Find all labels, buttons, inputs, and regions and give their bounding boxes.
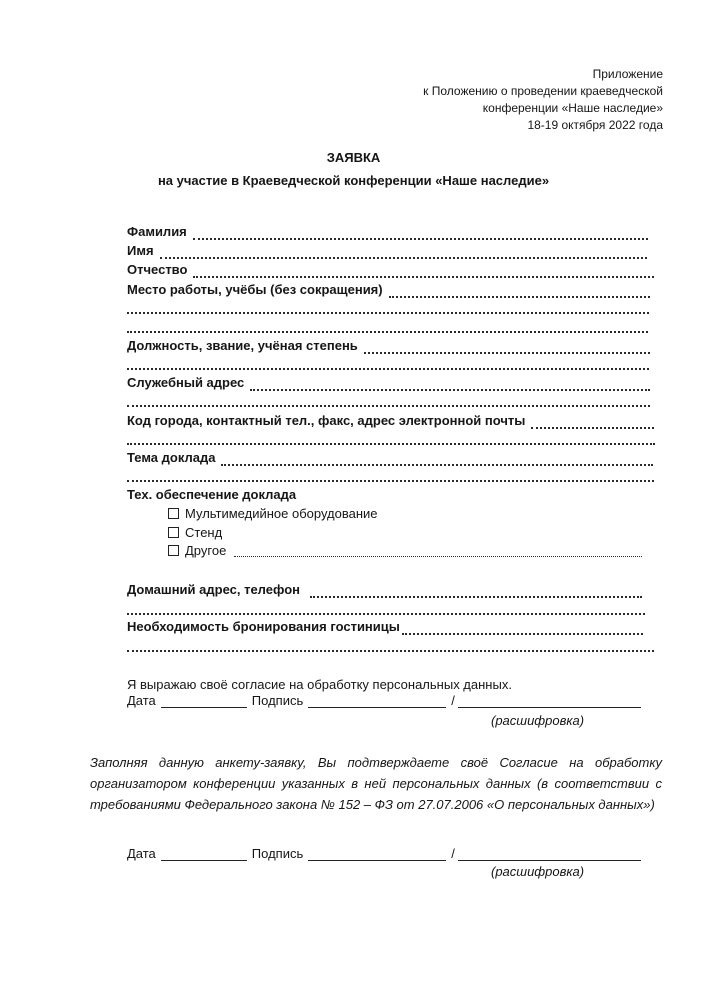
date-field[interactable] [161, 848, 247, 861]
tech-label: Тех. обеспечение доклада [127, 487, 297, 502]
tech-option-other[interactable] [168, 543, 642, 558]
name-row[interactable] [127, 243, 647, 261]
decode-caption: (расшифровка) [491, 864, 585, 879]
office-address-fill-line[interactable] [250, 377, 650, 391]
home-address-extra-line[interactable] [127, 601, 645, 615]
position-row[interactable] [127, 338, 650, 356]
tech-option-stand-label: Стенд [185, 525, 223, 540]
final-signature-row [127, 846, 646, 861]
surname-row[interactable] [127, 224, 648, 242]
consent-signature-row [127, 693, 646, 708]
topic-extra-line[interactable] [127, 468, 654, 482]
contacts-extra-line[interactable] [127, 431, 655, 445]
hotel-label: Необходимость бронирования гостиницы [127, 619, 400, 634]
tech-option-stand[interactable] [168, 525, 222, 540]
appendix-line-1: Приложение [592, 67, 663, 81]
topic-label: Тема доклада [127, 450, 216, 465]
name-label: Имя [127, 243, 154, 258]
workplace-row[interactable] [127, 282, 650, 300]
tech-row [127, 487, 527, 505]
tech-other-fill-line[interactable] [234, 544, 642, 557]
surname-label: Фамилия [127, 224, 187, 239]
topic-fill-line[interactable] [221, 452, 653, 466]
date-label: Дата [127, 693, 156, 708]
consent-text: Я выражаю своё согласие на обработку персональных данных. [127, 677, 512, 692]
workplace-extra-line-1[interactable] [127, 300, 649, 314]
home-address-row[interactable] [127, 582, 642, 600]
contacts-label: Код города, контактный тел., факс, адрес электронной почты [127, 413, 526, 428]
hotel-fill-line[interactable] [402, 621, 643, 635]
form-title: ЗАЯВКА [326, 150, 381, 165]
home-address-label: Домашний адрес, телефон [127, 582, 300, 597]
checkbox-icon[interactable] [168, 545, 179, 556]
slash-separator: / [451, 693, 455, 708]
appendix-line-4: 18-19 октября 2022 года [527, 118, 663, 132]
signature-decode-field[interactable] [458, 848, 641, 861]
tech-option-multimedia-label: Мультимедийное оборудование [185, 506, 378, 521]
contacts-row[interactable] [127, 413, 654, 431]
name-fill-line[interactable] [160, 245, 647, 259]
position-fill-line[interactable] [364, 340, 650, 354]
checkbox-icon[interactable] [168, 527, 179, 538]
tech-option-multimedia[interactable] [168, 506, 378, 521]
office-address-extra-line[interactable] [127, 393, 650, 407]
date-field[interactable] [161, 695, 247, 708]
patronymic-row[interactable] [127, 262, 654, 280]
surname-fill-line[interactable] [193, 226, 648, 240]
signature-field[interactable] [308, 695, 446, 708]
office-address-label: Служебный адрес [127, 375, 245, 390]
contacts-fill-line[interactable] [531, 415, 654, 429]
patronymic-label: Отчество [127, 262, 188, 277]
signature-decode-field[interactable] [458, 695, 641, 708]
topic-row[interactable] [127, 450, 653, 468]
workplace-extra-line-2[interactable] [127, 319, 648, 333]
signature-label: Подпись [251, 693, 304, 708]
signature-label: Подпись [251, 846, 304, 861]
checkbox-icon[interactable] [168, 508, 179, 519]
consent-note: Заполняя данную анкету-заявку, Вы подтверждаете своё Согласие на обработку организатором конференции указанных в ней персональных данных (в соответствии с требованиями Федерального закона № 152 – ФЗ от 27.07.2006 «О персональных данных») [90, 755, 662, 812]
appendix-line-3: конференции «Наше наследие» [482, 101, 663, 115]
appendix-header [423, 66, 663, 134]
hotel-extra-line[interactable] [127, 638, 654, 652]
home-address-fill-line[interactable] [310, 584, 642, 598]
slash-separator: / [451, 846, 455, 861]
decode-caption: (расшифровка) [491, 713, 585, 728]
date-label: Дата [127, 846, 156, 861]
appendix-line-2: к Положению о проведении краеведческой [423, 84, 663, 98]
tech-option-other-label: Другое [185, 543, 227, 558]
patronymic-fill-line[interactable] [193, 264, 654, 278]
office-address-row[interactable] [127, 375, 650, 393]
hotel-row[interactable] [127, 619, 643, 637]
signature-field[interactable] [308, 848, 446, 861]
workplace-label: Место работы, учёбы (без сокращения) [127, 282, 383, 297]
workplace-fill-line[interactable] [389, 284, 650, 298]
form-subtitle: на участие в Краеведческой конференции «Наше наследие» [157, 173, 550, 188]
position-label: Должность, звание, учёная степень [127, 338, 358, 353]
position-extra-line[interactable] [127, 356, 649, 370]
